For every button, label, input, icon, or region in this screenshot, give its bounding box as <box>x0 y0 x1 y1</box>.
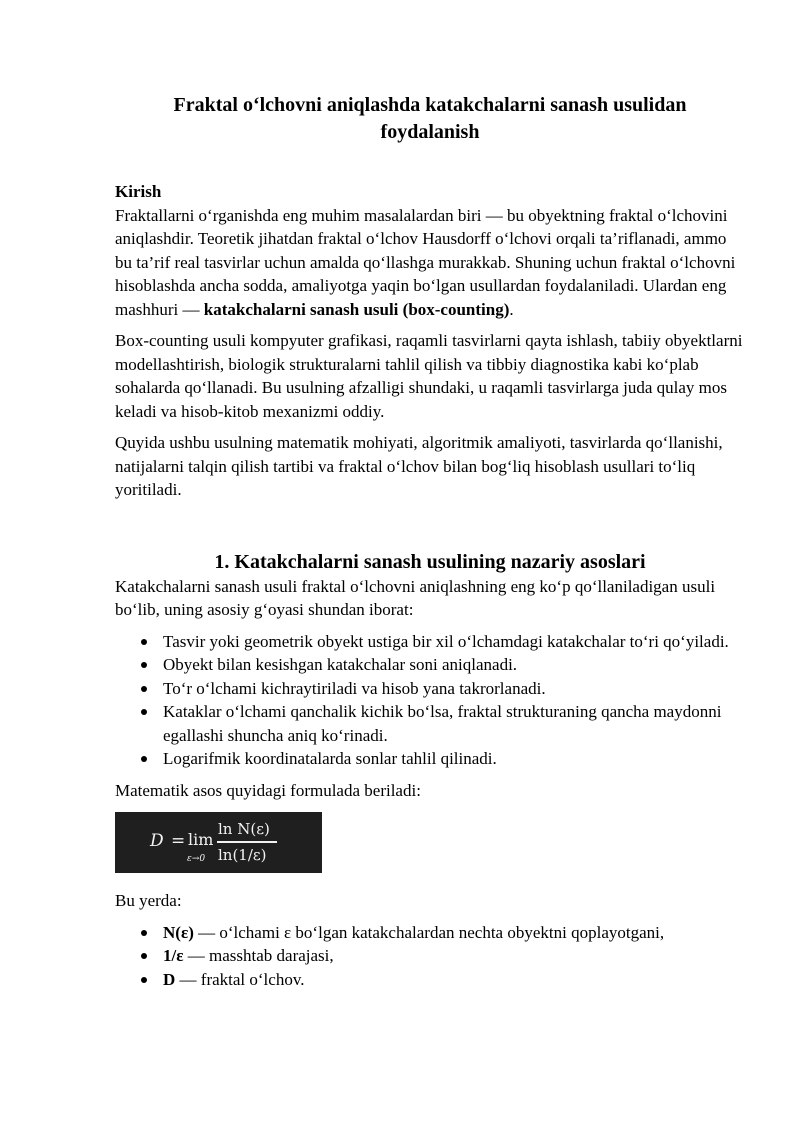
formula-intro: Matematik asos quyidagi formulada beriladi: <box>115 780 421 800</box>
section-1-heading: 1. Katakchalarni sanash usulining nazariy asoslari <box>214 550 646 573</box>
formula-lim-subscript: ε→0 <box>187 854 206 864</box>
definition-text: — o‘lchami ε bo‘lgan katakchalardan nechta obyektni qoplayotgani, <box>193 922 665 942</box>
formula-numerator: ln N(ε) <box>218 820 270 838</box>
definitions-intro: Bu yerda: <box>115 891 182 910</box>
list-item <box>115 944 745 968</box>
definition-text: — fraktal o‘lchov. <box>175 969 305 989</box>
definition-term: D <box>163 969 176 989</box>
list-item: Kataklar o‘lchami qanchalik kichik bo‘lsa, fraktal strukturaning qancha maydonni egallashi shuncha aniq ko‘rinadi. <box>115 700 745 747</box>
definition-term: N(ε) <box>163 922 194 942</box>
formula-equals: = <box>171 831 186 851</box>
formula-image <box>115 812 322 873</box>
list-item: To‘r o‘lchami kichraytiriladi va hisob yana takrorlanadi. <box>115 677 745 701</box>
intro-paragraph-1-end: . <box>509 299 514 319</box>
document-title: Fraktal o‘lchovni aniqlashda katakchalarni sanash usulidan foydalanish <box>173 94 687 143</box>
intro-paragraph-2: Box-counting usuli kompyuter grafikasi, raqamli tasvirlarni qayta ishlash, tabiiy obyektlarni modellashtirish, biologik strukturalarni tahlil qilish va tibbiy diagnostika kabi ko‘plab sohalarda qo‘llanadi. Bu usulning afzalligi shundaki, u raqamli tasvirlarga juda qulay mos keladi va hisob-kitob mexanizmi oddiy. <box>115 331 743 421</box>
definition-text: — masshtab darajasi, <box>183 946 334 965</box>
formula-lhs: D <box>150 831 164 851</box>
document-page <box>115 92 745 999</box>
formula-fraction-bar <box>217 841 277 843</box>
formula-lim: lim <box>188 830 214 849</box>
list-item <box>115 921 745 945</box>
intro-paragraph-3: Quyida ushbu usulning matematik mohiyati, algoritmik amaliyoti, tasvirlarda qo‘llanishi, natijalarni talqin qilish tartibi va fraktal o‘lchov bilan bog‘liq hisoblash usullari to‘liq yoritiladi. <box>115 433 723 499</box>
intro-paragraph-1-text: Fraktallarni o‘rganishda eng muhim masalalardan biri — bu obyektning fraktal o‘lchovini aniqlashdir. Teoretik jihatdan fraktal o‘lchov Hausdorff o‘lchovi orqali ta’riflanadi, ammo bu ta’rif real tasvirlar uchun amalda qo‘llashga murakkab. Shuning uchun fraktal o‘lchovni hisoblashda ancha sodda, amaliyotga yaqin bo‘lgan usullardan foydalaniladi. Ulardan eng mashhuri — <box>115 205 736 319</box>
list-item: Obyekt bilan kesishgan katakchalar soni aniqlanadi. <box>115 653 745 677</box>
intro-paragraph-1-bold: katakchalarni sanash usuli (box-counting) <box>203 299 510 319</box>
intro-paragraph-1 <box>115 204 745 322</box>
section-1-bullet-list <box>115 630 745 771</box>
definition-term: 1/ε <box>163 946 184 965</box>
list-item <box>115 968 745 992</box>
intro-heading: Kirish <box>115 182 162 201</box>
definitions-list <box>115 921 745 992</box>
section-1-lead: Katakchalarni sanash usuli fraktal o‘lchovni aniqlashning eng ko‘p qo‘llaniladigan usuli bo‘lib, uning asosiy g‘oyasi shundan iborat: <box>115 576 716 619</box>
formula-denominator: ln(1/ε) <box>218 846 267 864</box>
list-item: Logarifmik koordinatalarda sonlar tahlil qilinadi. <box>115 747 745 771</box>
list-item: Tasvir yoki geometrik obyekt ustiga bir xil o‘lchamdagi katakchalar to‘ri qo‘yiladi. <box>115 630 745 654</box>
